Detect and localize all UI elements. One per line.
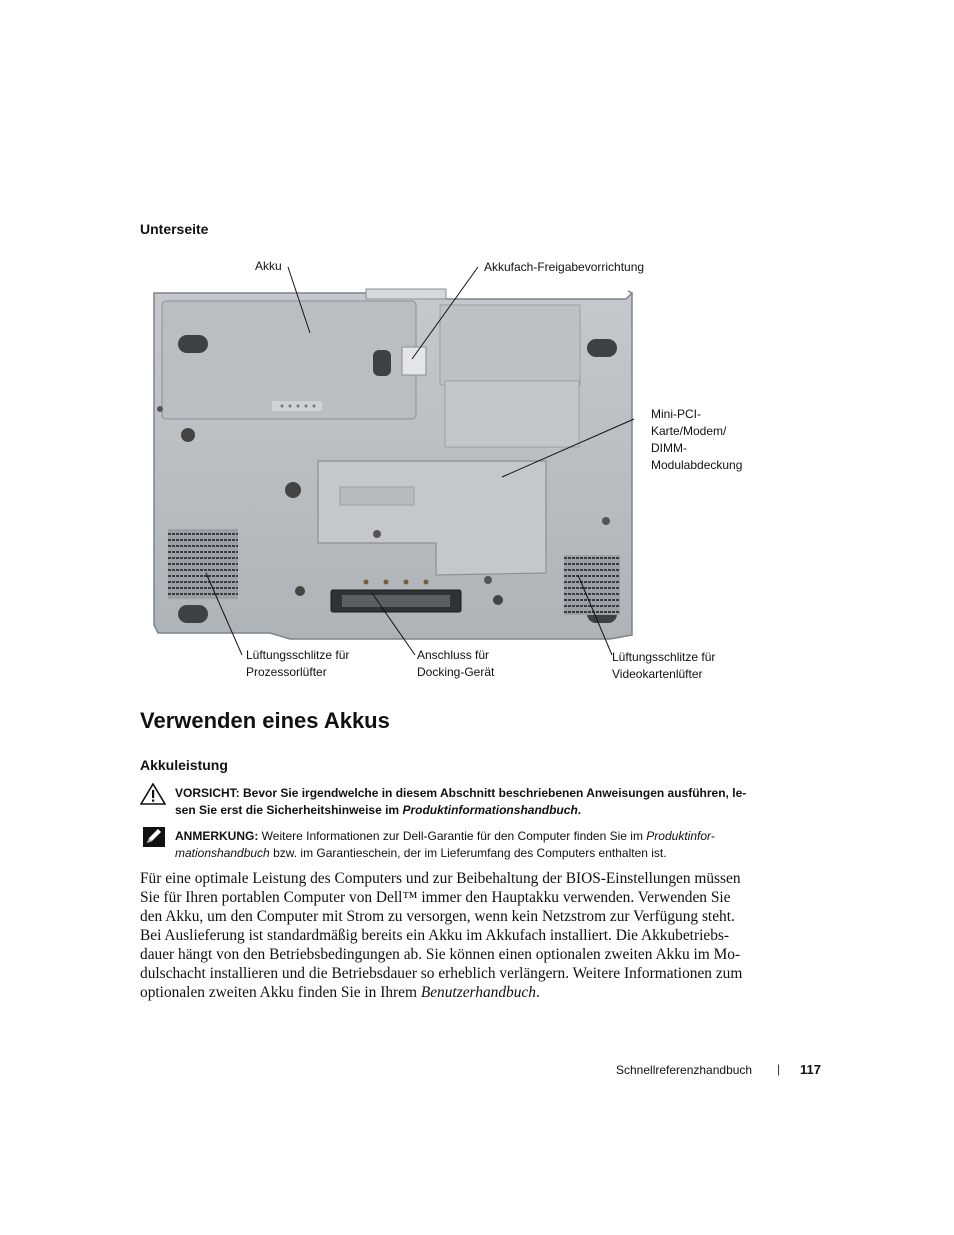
callout-minipci-line: Modulabdeckung bbox=[651, 458, 743, 472]
caution-label: VORSICHT: bbox=[175, 786, 240, 800]
upper-subpanel bbox=[445, 381, 579, 447]
body-line: dauer hängt von den Betriebsbedingungen ab. Sie können einen optionalen zweiten Akku im Mo- bbox=[140, 946, 741, 963]
footer-separator: | bbox=[777, 1062, 781, 1076]
cpu-vents bbox=[168, 529, 238, 599]
note-text: Weitere Informationen zur Dell-Garantie für den Computer finden Sie im bbox=[258, 829, 647, 843]
callout-video-vents-line: Videokartenlüfter bbox=[612, 667, 703, 681]
caution-doc: Produktinformationshandbuch bbox=[402, 803, 578, 817]
caution-text: Bevor Sie irgendwelche in diesem Abschnitt beschriebenen Anweisungen ausführen, le- bbox=[239, 786, 747, 800]
callout-minipci bbox=[651, 406, 742, 474]
subsection-heading: Akkuleistung bbox=[140, 757, 228, 773]
callout-video-vents bbox=[612, 649, 715, 683]
body-paragraph bbox=[140, 869, 780, 1002]
body-line-last bbox=[140, 983, 780, 1002]
caution-block bbox=[175, 785, 775, 819]
body-doc-title: Benutzerhandbuch bbox=[420, 984, 536, 1001]
note-doc: Produktinfor- bbox=[646, 829, 715, 843]
callout-cpu-vents-line: Lüftungsschlitze für bbox=[246, 648, 350, 662]
upper-panel bbox=[440, 305, 580, 385]
callout-dock-line: Anschluss für bbox=[417, 648, 490, 662]
video-vents bbox=[564, 555, 620, 615]
note-text: bzw. im Garantieschein, der im Lieferumfang des Computers enthalten ist. bbox=[269, 846, 667, 860]
body-line: Bei Auslieferung ist standardmäßig bereits ein Akku im Akkufach installiert. Die Akkubetriebs- bbox=[140, 927, 729, 944]
laptop-underside-figure bbox=[140, 255, 780, 695]
body-line: den Akku, um den Computer mit Strom zu versorgen, wenn kein Netzstrom zur Verfügung steht. bbox=[140, 908, 735, 925]
callout-dock bbox=[417, 647, 494, 681]
callout-dock-line: Docking-Gerät bbox=[417, 665, 495, 679]
callout-minipci-line: Mini-PCI- bbox=[651, 407, 701, 421]
note-block bbox=[175, 828, 775, 862]
note-label: ANMERKUNG: bbox=[175, 829, 259, 843]
section-heading: Unterseite bbox=[140, 221, 209, 237]
callout-video-vents-line: Lüftungsschlitze für bbox=[612, 650, 716, 664]
caution-end: . bbox=[577, 803, 582, 817]
callout-minipci-line: DIMM- bbox=[651, 441, 687, 455]
body-line: Für eine optimale Leistung des Computers und zur Beibehaltung der BIOS-Einstellungen müssen bbox=[140, 870, 741, 887]
note-doc: mationshandbuch bbox=[175, 846, 270, 860]
chapter-heading: Verwenden eines Akkus bbox=[140, 708, 390, 733]
body-line-text: optionalen zweiten Akku finden Sie in Ihrem bbox=[140, 984, 421, 1001]
note-icon bbox=[142, 826, 166, 848]
body-line: dulschacht installieren und die Betriebsdauer so erheblich verlängern. Weitere Informationen zum bbox=[140, 965, 743, 982]
callout-minipci-line: Karte/Modem/ bbox=[651, 424, 727, 438]
body-line: Sie für Ihren portablen Computer von Dell™ immer den Hauptakku verwenden. Verwenden Sie bbox=[140, 889, 731, 906]
callout-battery-release: Akkufach-Freigabevorrichtung bbox=[484, 260, 645, 274]
callout-cpu-vents-line: Prozessorlüfter bbox=[246, 665, 327, 679]
page-number: 117 bbox=[800, 1062, 821, 1077]
body-line-end: . bbox=[535, 984, 540, 1001]
callout-battery: Akku bbox=[255, 259, 282, 273]
caution-icon bbox=[140, 783, 166, 805]
callout-cpu-vents bbox=[246, 647, 349, 681]
footer-title: Schnellreferenzhandbuch bbox=[616, 1063, 753, 1077]
caution-text: sen Sie erst die Sicherheitshinweise im bbox=[175, 803, 403, 817]
